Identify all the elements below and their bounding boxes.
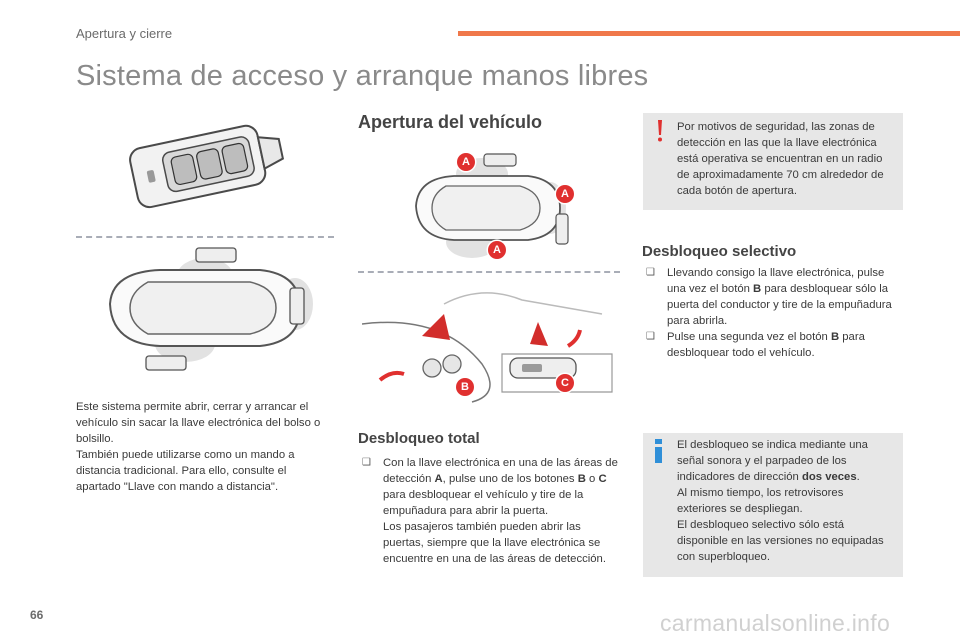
apertura-title: Apertura del vehículo [358, 112, 543, 132]
list-item: ❑ Con la llave electrónica en una de las áreas de detección A, pulse uno de los botones B o C para desbloquear el vehículo y tire de la empuñadura para abrir la puerta. Los pasajeros también pueden abrir las puertas, siempre que la llave electrónica se encuentre en una de las áreas de detección. [362, 457, 618, 565]
section-divider [76, 236, 334, 238]
callout-b: B [456, 378, 474, 396]
square-bullet-icon: ❑ [646, 267, 655, 278]
callout-a-right: A [556, 185, 574, 203]
desbloqueo-selectivo-title: Desbloqueo selectivo [642, 243, 797, 260]
page-number: 66 [30, 608, 44, 622]
page-title: Sistema de acceso y arranque manos libres [76, 60, 649, 92]
section-header: Apertura y cierre [76, 26, 173, 41]
header-accent-bar [458, 31, 960, 36]
exclamation-icon [655, 119, 665, 143]
info-text: El desbloqueo se indica mediante una señal sonora y el parpadeo de los indicadores de dirección dos veces. Al mismo tiempo, los retrovisores exteriores se despliegan. El desbloqueo selectivo sólo está disponible en las versiones no equipadas con superbloqueo. [677, 439, 884, 563]
warning-text: Por motivos de seguridad, las zonas de detección en las que la llave electrónica está operativa se encuentran en un radio de aproximadamente 70 cm alrededor de cada botón de apertura. [677, 121, 884, 197]
intro-paragraph: Este sistema permite abrir, cerrar y arrancar el vehículo sin sacar la llave electrónica del bolso o bolsillo. También puede utilizarse como un mando a distancia tradicional. Para ello, consulte el apartado "Llave con mando a distancia". [76, 401, 321, 493]
warning-note [643, 113, 903, 210]
info-icon [653, 439, 665, 463]
callout-a-bottom: A [488, 241, 506, 259]
section-divider [358, 271, 620, 273]
desbloqueo-total-title: Desbloqueo total [358, 430, 480, 447]
key-fob-illustration [124, 112, 294, 212]
info-note [643, 433, 903, 577]
list-item: ❑ Llevando consigo la llave electrónica, pulse una vez el botón B para desbloquear sólo la puerta del conductor y tire de la empuñadura para abrirla. [646, 267, 892, 327]
desbloqueo-selectivo-list [642, 265, 904, 361]
callout-a-top: A [457, 153, 475, 171]
callout-c: C [556, 374, 574, 392]
watermark: carmanualsonline.info [660, 610, 891, 636]
list-item: ❑ Pulse una segunda vez el botón B para desbloquear todo el vehículo. [646, 331, 865, 359]
square-bullet-icon: ❑ [646, 331, 655, 342]
desbloqueo-total-list [358, 455, 620, 567]
car-top-view-illustration [100, 244, 320, 384]
square-bullet-icon: ❑ [362, 457, 371, 468]
door-handle-illustration [362, 284, 620, 404]
